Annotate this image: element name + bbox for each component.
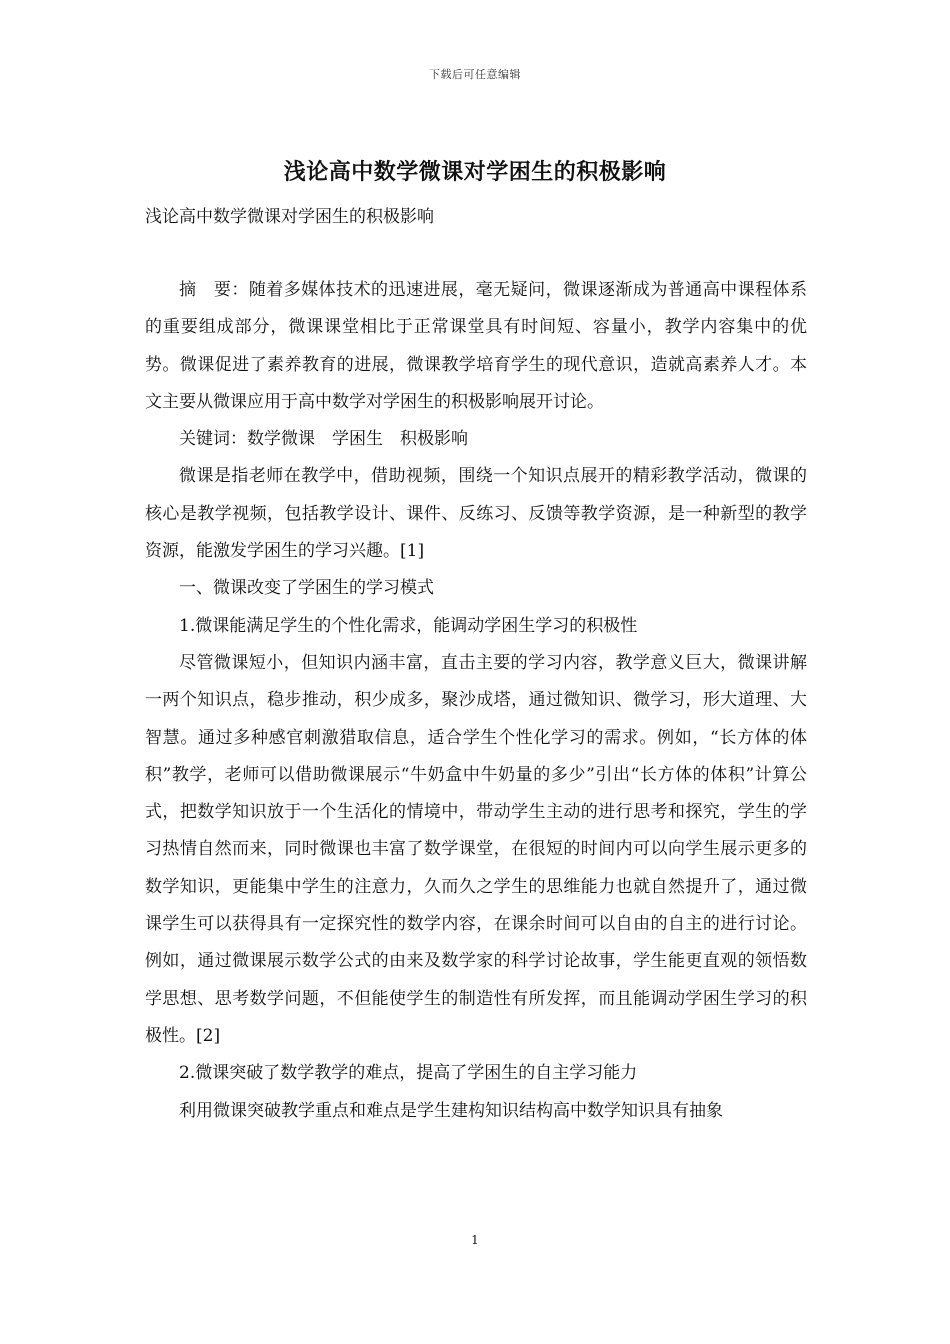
document-body xyxy=(145,272,807,1130)
page-header-note: 下载后可任意编辑 xyxy=(429,68,521,81)
subsection-heading-1: 1.微课能满足学生的个性化需求，能调动学困生学习的积极性 xyxy=(179,615,638,636)
document-subtitle: 浅论高中数学微课对学困生的积极影响 xyxy=(145,207,434,227)
intro-paragraph: 微课是指老师在教学中，借助视频，围绕一个知识点展开的精彩教学活动，微课的核心是教学视频，包括教学设计、课件、反练习、反馈等教学资源，是一种新型的教学资源，能激发学困生的学习兴趣。[1] xyxy=(145,466,807,562)
body-paragraph: 尽管微课短小，但知识内涵丰富，直击主要的学习内容，教学意义巨大，微课讲解一两个知识点，稳步推动，积少成多，聚沙成塔，通过微知识、微学习，形大道理、大智慧。通过多种感官刺激猎取信息，适合学生个性化学习的需求。例如，“长方体的体积”教学，老师可以借助微课展示“牛奶盒中牛奶量的多少”引出“长方体的体积”计算公式，把数学知识放于一个生活化的情境中，带动学生主动的进行思考和探究，学生的学习热情自然而来，同时微课也丰富了数学课堂，在很短的时间内可以向学生展示更多的数学知识，更能集中学生的注意力，久而久之学生的思维能力也就自然提升了，通过微课学生可以获得具有一定探究性的数学内容，在课余时间可以自由的自主的进行讨论。例如，通过微课展示数学公式的由来及数学家的科学讨论故事，学生能更直观的领悟数学思想、思考数学问题，不但能使学生的制造性有所发挥，而且能调动学困生学习的积极性。[2] xyxy=(145,652,807,1046)
keywords-paragraph: 关键词：数学微课 学困生 积极影响 xyxy=(179,429,468,450)
abstract-paragraph: 摘 要：随着多媒体技术的迅速进展，毫无疑问，微课逐渐成为普通高中课程体系的重要组成部分，微课课堂相比于正常课堂具有时间短、容量小，教学内容集中的优势。微课促进了素养教育的进展，微课教学培育学生的现代意识，造就高素养人才。本文主要从微课应用于高中数学对学困生的积极影响展开讨论。 xyxy=(145,280,807,412)
page-number: 1 xyxy=(471,1233,479,1247)
document-title: 浅论高中数学微课对学困生的积极影响 xyxy=(283,159,667,185)
body-paragraph: 利用微课突破教学重点和难点是学生建构知识结构高中数学知识具有抽象 xyxy=(179,1100,723,1121)
section-heading-1: 一、微课改变了学困生的学习模式 xyxy=(179,578,434,599)
subsection-heading-2: 2.微课突破了数学教学的难点，提高了学困生的自主学习能力 xyxy=(179,1063,638,1084)
